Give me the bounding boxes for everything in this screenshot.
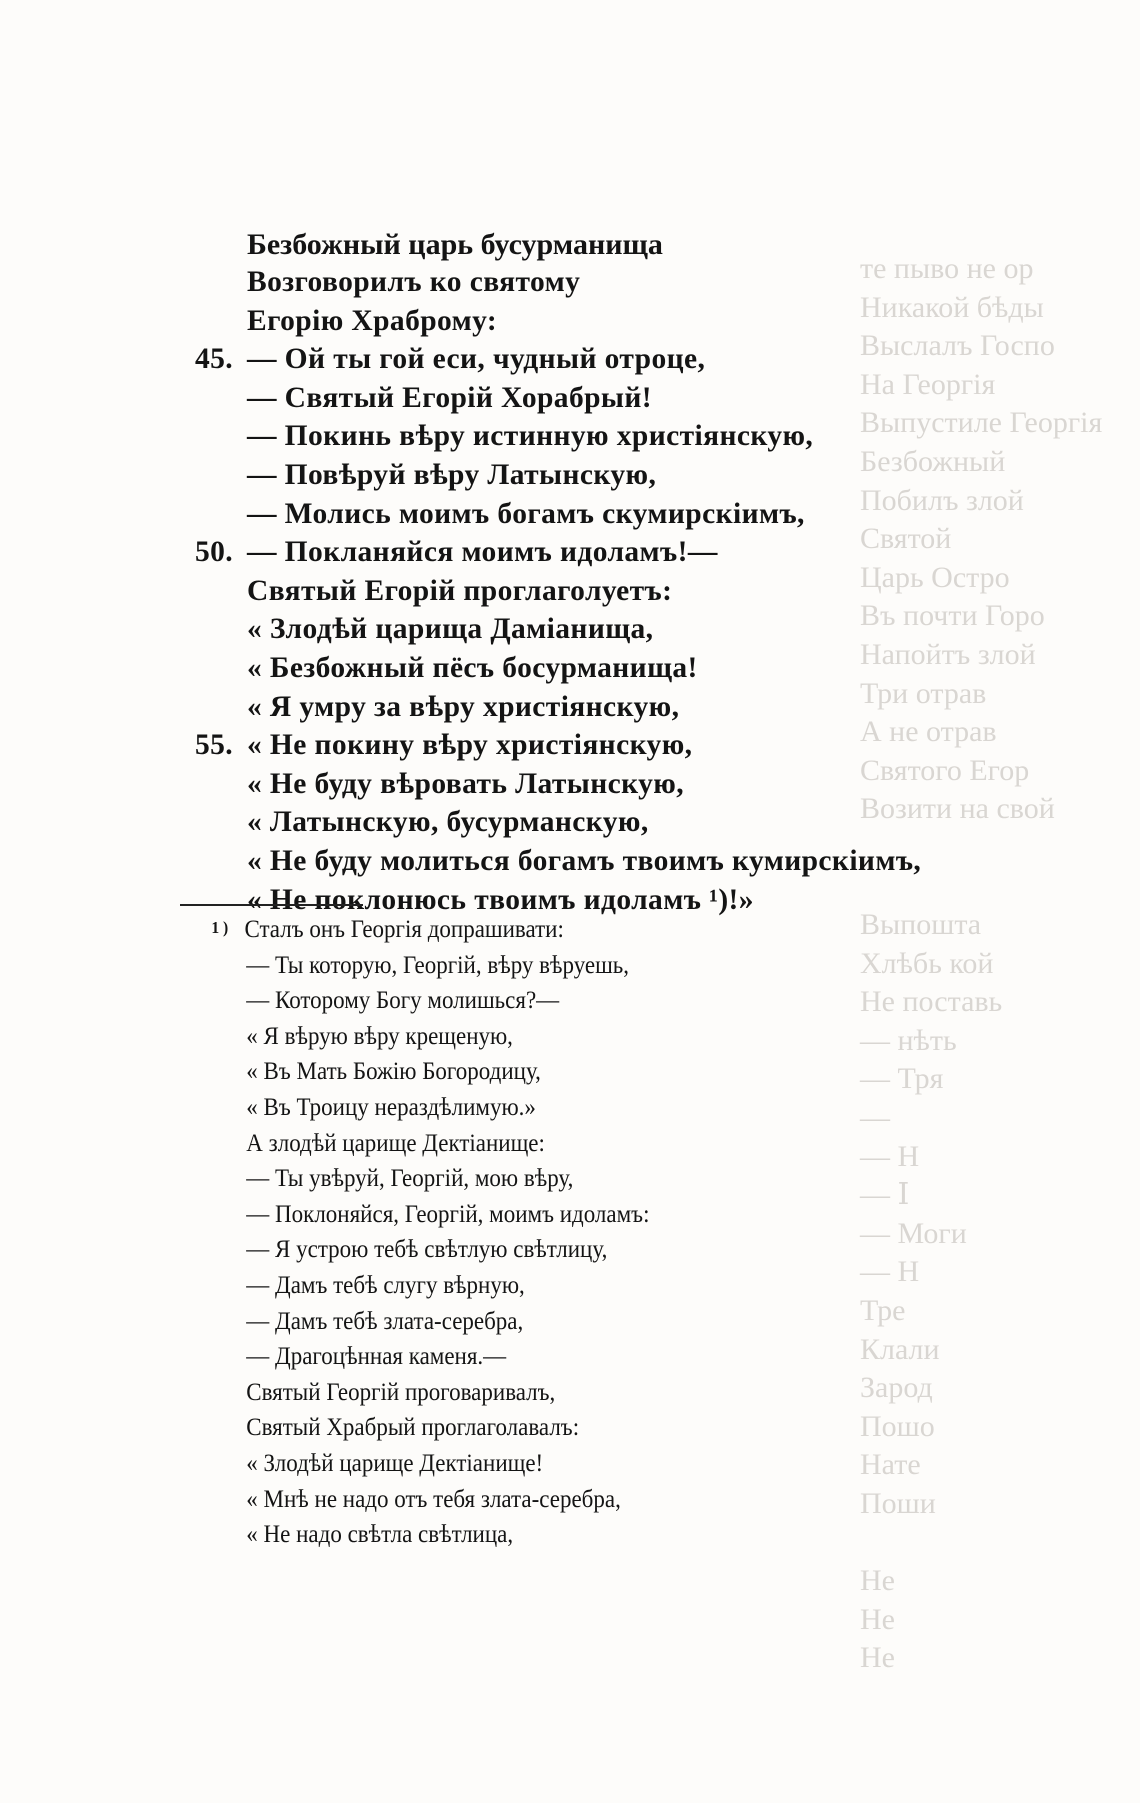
verse-text: — Покланяйся моимъ идоламъ!— [247, 536, 718, 569]
show-through-text: те пыво не ор Никакой бѣды Выслалъ Госпо На Георгія Выпустиле Георгія Безбожный Побилъ злой Святой Царь Остро Въ почти Горо Напойтъ злой Три отрав А не отрав Святого Егор Возити на свой Выпошта Хлѣбь кой Не поставь — нѣть — Тря — — Н — Ⅰ — Моги — Н Тре Клали Зарод Пошо Нате Поши Не Не Не [860, 252, 1103, 1675]
verse-line [195, 379, 915, 418]
footnote-line [215, 1268, 859, 1304]
verse-text: — Святый Егорій Хорабрый! [247, 381, 652, 414]
footnote-line [215, 1446, 859, 1482]
verse-text: Егорію Храброму: [247, 304, 498, 337]
footnote-line [215, 1019, 859, 1055]
footnote-marker: 1 ) [211, 918, 229, 937]
line-number: 50. [195, 536, 234, 569]
footnote-line [215, 1054, 859, 1090]
verse-text: « Латынскую, бусурманскую, [247, 806, 649, 839]
footnote-line [215, 1232, 859, 1268]
footnote-text: « Мнѣ не надо отъ тебя злата-серебра, [246, 1485, 621, 1513]
footnote-text: — Дамъ тебѣ слугу вѣрную, [246, 1271, 525, 1299]
verse-line [195, 842, 922, 881]
footnote-text: « Не надо свѣтла свѣтлица, [246, 1521, 514, 1549]
verse-line [195, 688, 915, 727]
footnote-line [215, 1517, 859, 1553]
verse-text: « Не буду вѣровать Латынскую, [247, 767, 684, 800]
line-number: 55. [195, 729, 234, 762]
verse-line [195, 610, 915, 649]
footnote-text: « Злодѣй царище Дектіанище! [246, 1449, 544, 1477]
verse-block [195, 228, 922, 919]
footnote-text: « Въ Мать Божію Богородицу, [246, 1058, 541, 1086]
footnote-line [215, 1375, 859, 1411]
verse-text: — Молись моимъ богамъ скумирскіимъ, [247, 497, 805, 530]
footnote-block [211, 912, 915, 1553]
verse-text: — Повѣруй вѣру Латынскую, [247, 458, 657, 491]
verse-text: « Злодѣй царища Даміанища, [247, 613, 654, 646]
verse-line [195, 533, 915, 572]
verse-text: « Безбожный пёсъ босурманища! [247, 651, 698, 684]
footnote-text: — Драгоцѣнная каменя.— [246, 1343, 507, 1371]
footnote-text: Святый Храбрый проглаголавалъ: [246, 1414, 580, 1442]
verse-line [195, 456, 915, 495]
verse-text: « Не поклонюсь твоимъ идоламъ ¹)!» [247, 883, 754, 916]
verse-text: Святый Егорій проглаголуетъ: [247, 574, 673, 607]
footnote-text: Сталъ онъ Георгія допрашивати: [244, 916, 564, 943]
footnote-text: Святый Георгій проговаривалъ, [246, 1378, 556, 1406]
verse-line [195, 649, 915, 688]
cut-off-line-text: Безбожный царь бусурманища [247, 228, 663, 261]
footnote-text: — Ты увѣруй, Георгій, мою вѣру, [246, 1165, 574, 1193]
footnote-line [215, 1339, 859, 1375]
footnote-line [215, 1197, 859, 1233]
footnote-line [215, 948, 859, 984]
verse-line [195, 263, 915, 302]
verse-text: « Я умру за вѣру христіянскую, [247, 690, 680, 723]
footnote-line [215, 1304, 859, 1340]
footnote-line [215, 1126, 859, 1162]
footnote-text: « Въ Троицу нераздѣлимую.» [246, 1093, 536, 1121]
verse-line [195, 340, 915, 379]
footnote-text: — Поклоняйся, Георгій, моимъ идоламъ: [246, 1200, 650, 1228]
verse-text: Возговорилъ ко святому [247, 266, 581, 298]
verse-text: « Не покину вѣру христіянскую, [247, 729, 693, 762]
verse-text: — Покинь вѣру истинную христіянскую, [247, 420, 814, 453]
line-number: 45. [195, 343, 234, 376]
footnote-text: — Я устрою тебѣ свѣтлую свѣтлицу, [246, 1236, 608, 1264]
footnote-text: « Я вѣрую вѣру крещеную, [246, 1022, 513, 1050]
verse-line [195, 417, 915, 456]
verse-text: « Не буду молиться богамъ твоимъ кумирскіимъ, [247, 844, 922, 877]
footnote-text: — Ты которую, Георгій, вѣру вѣруешь, [246, 951, 630, 979]
footnote-text: — Которому Богу молишься?— [246, 987, 560, 1015]
footnote-line [215, 1090, 859, 1126]
footnote-text: — Дамъ тебѣ злата-серебра, [246, 1307, 524, 1335]
verse-line [195, 302, 915, 341]
verse-line [195, 726, 915, 765]
verse-line [195, 572, 915, 611]
verse-line [195, 765, 915, 804]
footnote-line [215, 1482, 859, 1518]
footnote-text: А злодѣй царище Дектіанище: [246, 1129, 545, 1157]
verse-line [195, 495, 915, 534]
footnote-line [215, 983, 859, 1019]
verse-text: — Ой ты гой еси, чудный отроце, [247, 343, 706, 376]
footnote-line [211, 912, 859, 948]
cut-off-line [247, 228, 915, 263]
footnote-line [215, 1410, 859, 1446]
footnote-separator [180, 904, 363, 906]
verse-line [195, 803, 915, 842]
footnote-line [215, 1161, 859, 1197]
